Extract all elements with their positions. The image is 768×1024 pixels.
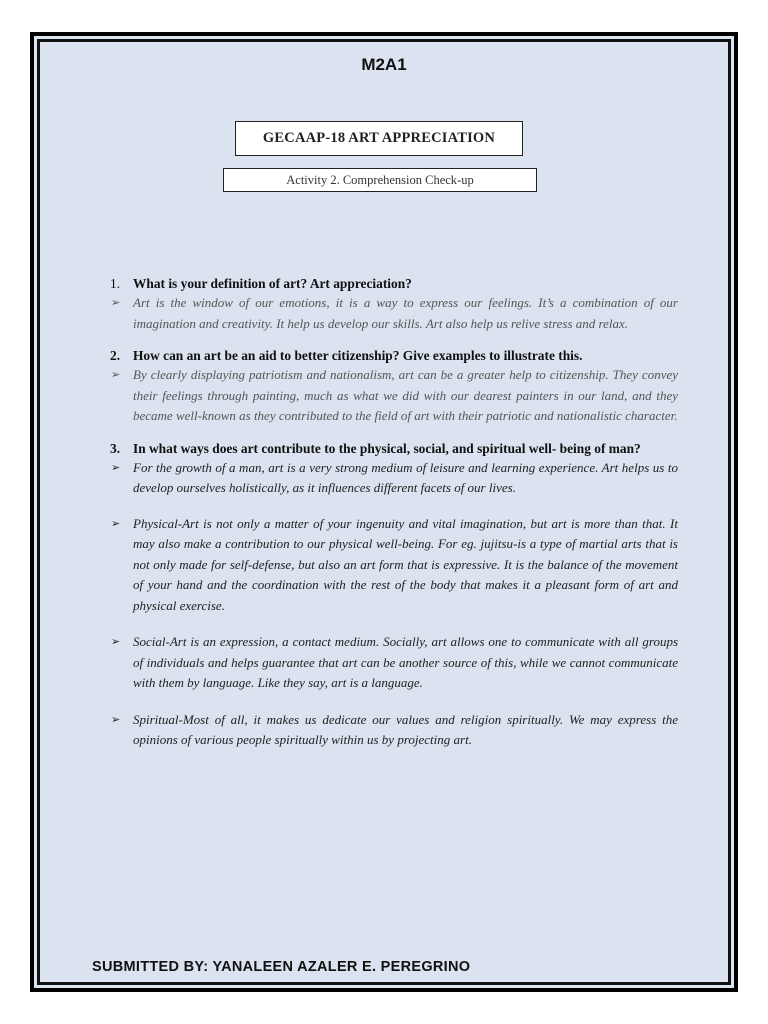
answer-item <box>110 293 678 334</box>
answer-text: Art is the window of our emotions, it is a way to express our feelings. It’s a combination of our imagination and creativity. It help us develop our skills. Art also help us relive stress and relax. <box>133 295 678 331</box>
submitted-by: SUBMITTED BY: YANALEEN AZALER E. PEREGRINO <box>92 959 471 975</box>
question-text: How can an art be an aid to better citizenship? Give examples to illustrate this. <box>133 348 583 363</box>
answer-item <box>110 458 678 499</box>
course-title-box <box>235 121 523 156</box>
document-outer-border <box>30 32 738 992</box>
question-number: 2. <box>110 348 121 363</box>
answer-text: Spiritual-Most of all, it makes us dedicate our values and religion spiritually. We may express the opinions of various people spiritually within us by projecting art. <box>133 711 678 747</box>
arrow-bullet-icon: ➢ <box>111 636 121 648</box>
answer-text: By clearly displaying patriotism and nationalism, art can be a greater help to citizenship. They convey their feelings through painting, much as what we did with our dearest painters in our land, and they became well-known as they contributed to the field of art with their patriotic and nationalistic character. <box>133 367 678 423</box>
arrow-bullet-icon: ➢ <box>111 297 121 309</box>
question-number: 3. <box>110 440 121 456</box>
answer-item-social <box>110 632 678 694</box>
answer-text: Social-Art is an expression, a contact medium. Socially, art allows one to communicate with all groups of individuals and helps guarantee that art can be another source of this, while we cannot communicate with them by language. Like they say, art is a language. <box>133 634 678 690</box>
arrow-bullet-icon: ➢ <box>111 461 121 474</box>
answer-item <box>110 365 678 427</box>
answer-item-spiritual <box>110 710 678 751</box>
answer-text: Physical-Art is not only a matter of your ingenuity and vital imagination, but art is more than that. It may also make a contribution to our physical well-being. For eg. jujitsu-is a type of martial arts that is not only made for self-defense, but also an art form that is expressive. It is the balance of the movement of your hand and the coordination with the rest of the body that makes it a pleasant form of art and physical exercise. <box>133 515 678 613</box>
arrow-bullet-icon: ➢ <box>111 517 121 530</box>
answer-text: For the growth of a man, art is a very strong medium of leisure and learning experience. Art helps us to develop ourselves holistically, as it influences different facets of our lives. <box>133 459 678 495</box>
arrow-bullet-icon: ➢ <box>111 713 121 726</box>
questions-section <box>110 274 678 751</box>
arrow-bullet-icon: ➢ <box>111 369 121 381</box>
activity-title-box <box>223 168 537 192</box>
answer-item-physical <box>110 514 678 617</box>
question-2 <box>110 346 678 365</box>
question-3 <box>110 439 678 458</box>
question-number: 1. <box>110 276 121 291</box>
question-text: What is your definition of art? Art appreciation? <box>133 276 412 291</box>
question-text: In what ways does art contribute to the physical, social, and spiritual well- being of man? <box>133 440 641 456</box>
course-title: GECAAP-18 ART APPRECIATION <box>262 130 496 146</box>
document-page <box>37 39 731 985</box>
module-code: M2A1 <box>361 55 407 74</box>
activity-title: Activity 2. Comprehension Check-up <box>286 172 474 187</box>
question-1 <box>110 274 678 293</box>
